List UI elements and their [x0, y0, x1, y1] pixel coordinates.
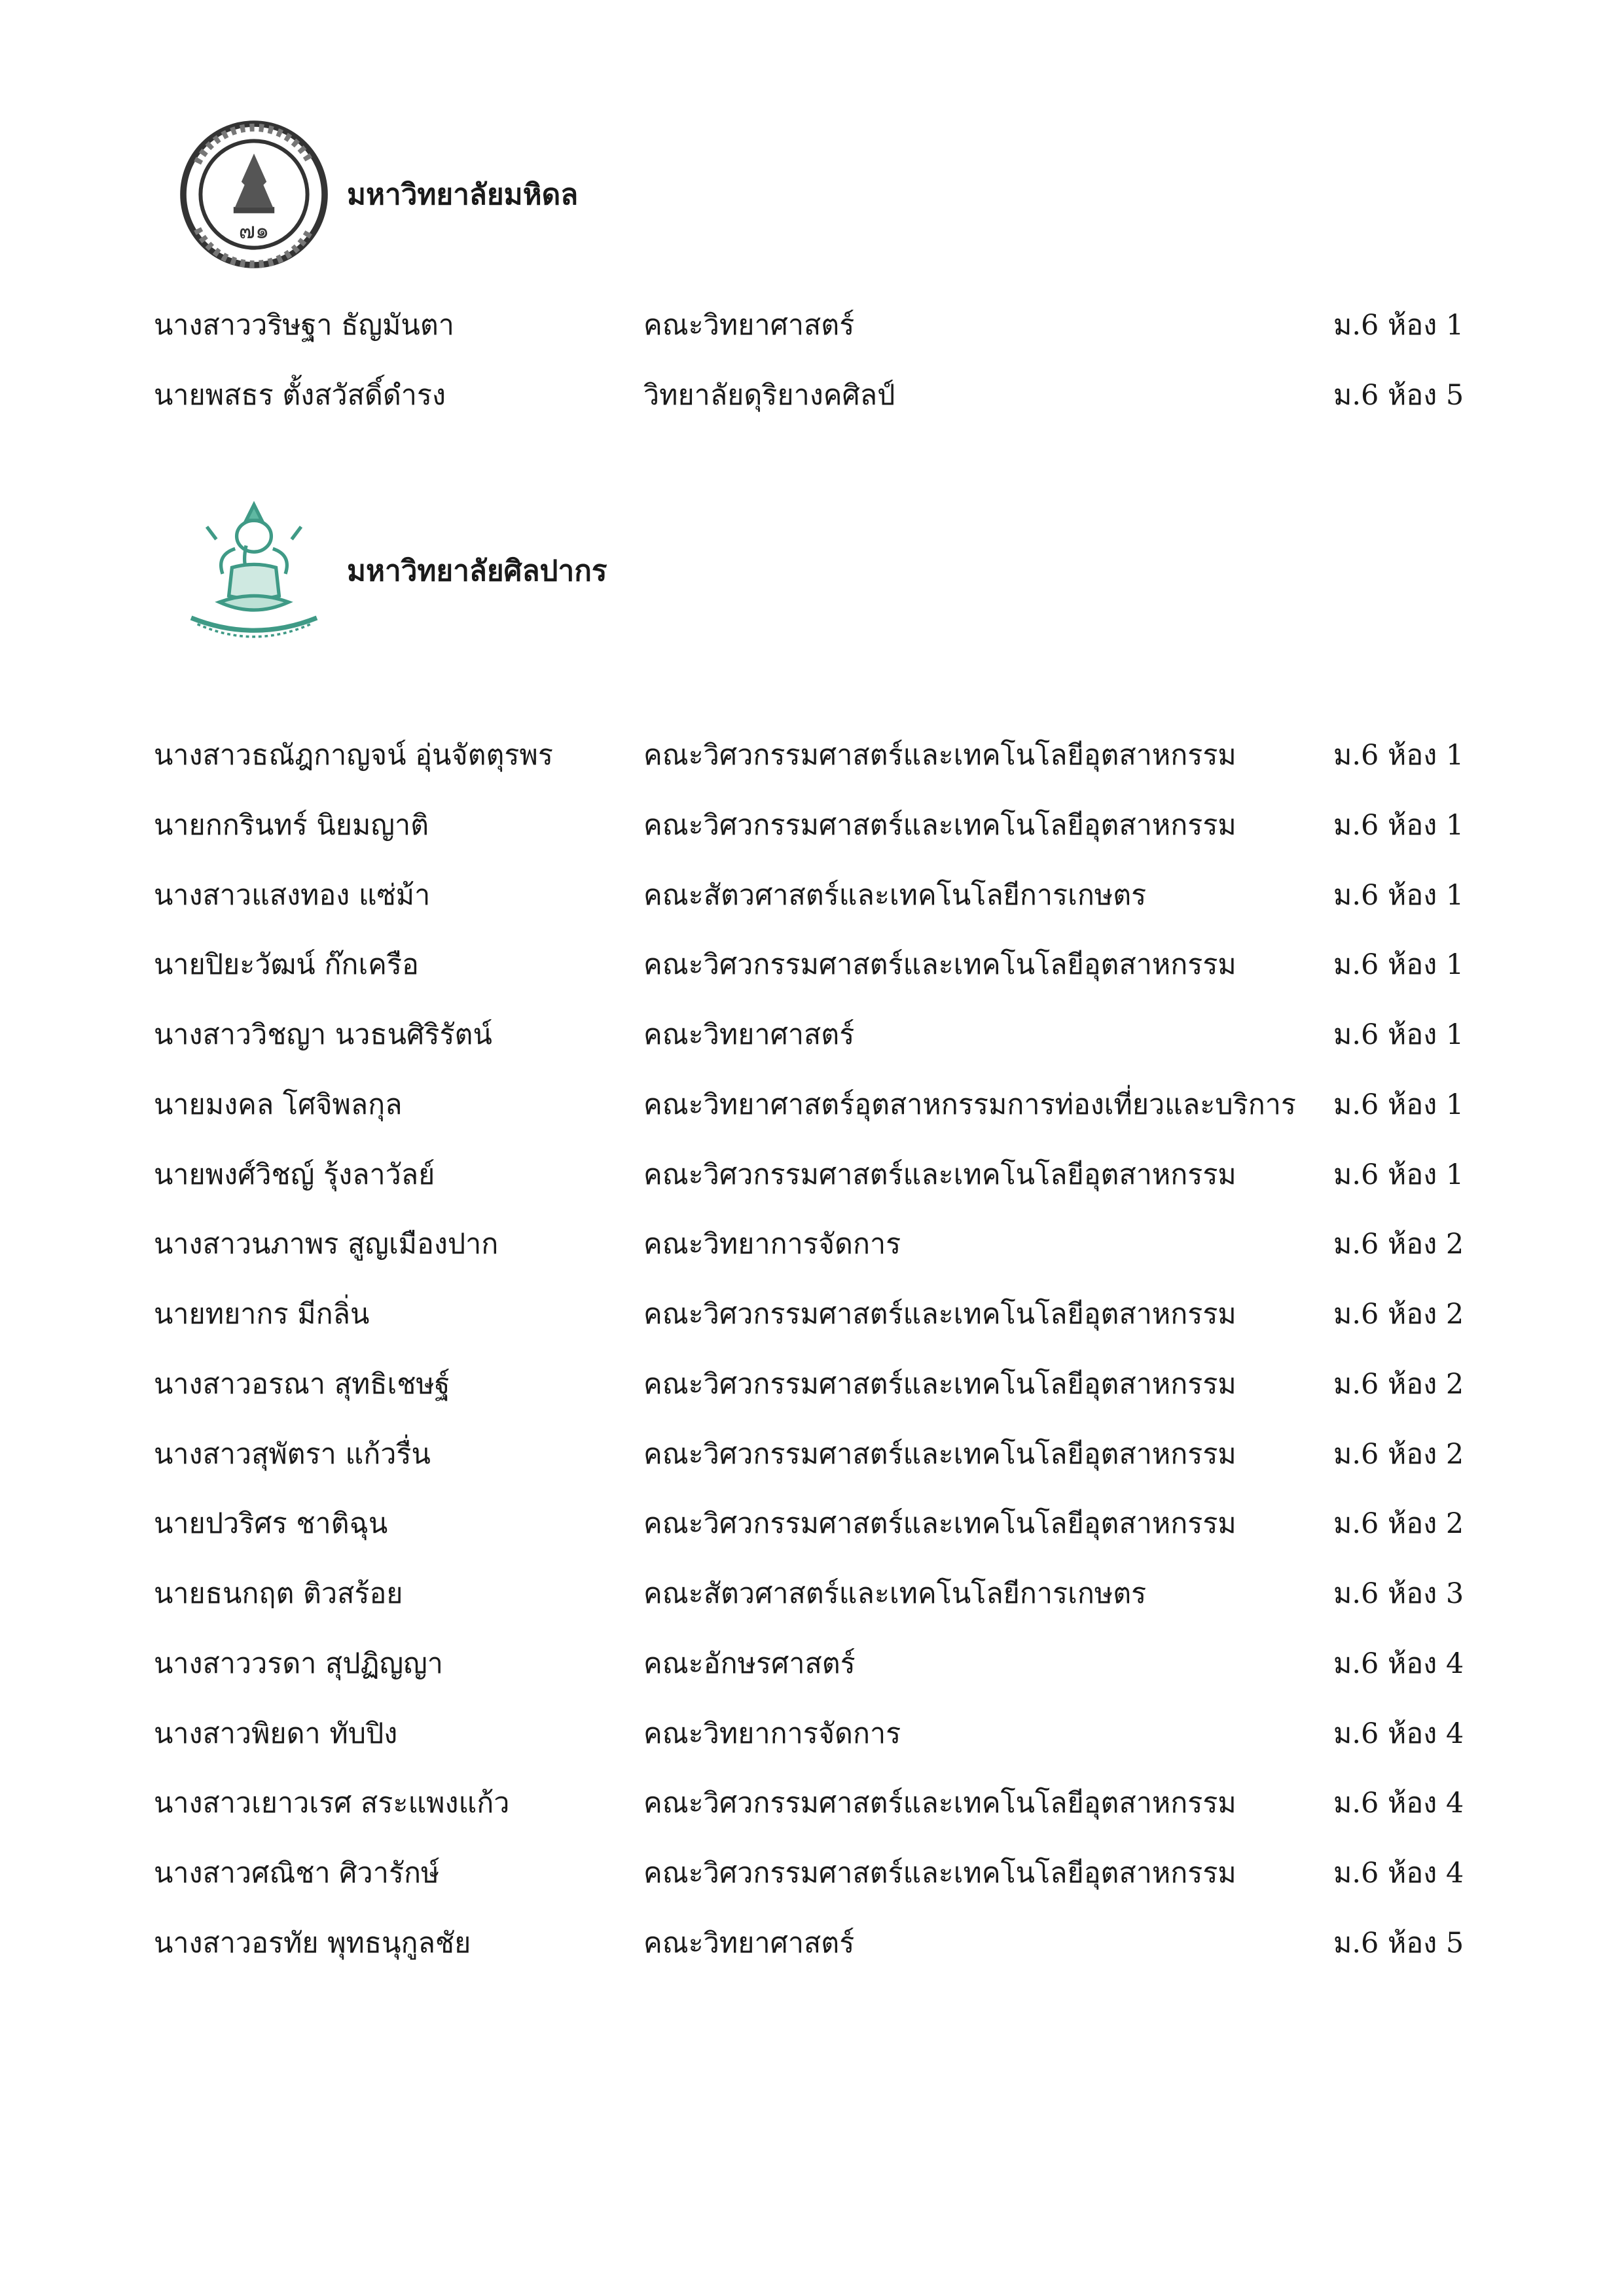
student-name: นางสาวนภาพร สูญเมืองปาก — [154, 1228, 499, 1261]
student-faculty: คณะวิทยาศาสตร์ — [643, 309, 855, 342]
university-header — [175, 492, 607, 649]
student-faculty: คณะวิทยาศาสตร์ — [643, 1927, 855, 1960]
student-class: ม.6 ห้อง 2 — [1333, 1368, 1464, 1401]
student-row — [0, 1428, 1624, 1480]
student-name: นายปวริศร ชาติฉุน — [154, 1507, 388, 1540]
student-class: ม.6 ห้อง 1 — [1333, 739, 1464, 772]
student-row — [0, 729, 1624, 781]
student-faculty: คณะวิทยาศาสตร์อุตสาหกรรมการท่องเที่ยวและบริการ — [643, 1088, 1296, 1121]
university-name: มหาวิทยาลัยมหิดล — [347, 178, 579, 211]
student-row — [0, 1638, 1624, 1690]
student-faculty: คณะวิศวกรรมศาสตร์และเทคโนโลยีอุตสาหกรรม — [643, 1368, 1236, 1401]
mahidol-seal-icon — [175, 116, 333, 273]
student-faculty: คณะวิศวกรรมศาสตร์และเทคโนโลยีอุตสาหกรรม — [643, 948, 1236, 981]
student-row — [0, 939, 1624, 991]
student-class: ม.6 ห้อง 1 — [1333, 1158, 1464, 1191]
student-row — [0, 1288, 1624, 1340]
student-row — [0, 1358, 1624, 1410]
student-class: ม.6 ห้อง 5 — [1333, 1927, 1464, 1960]
student-row — [0, 299, 1624, 351]
student-row — [0, 1777, 1624, 1829]
student-row — [0, 869, 1624, 922]
student-class: ม.6 ห้อง 2 — [1333, 1228, 1464, 1261]
student-faculty: คณะวิศวกรรมศาสตร์และเทคโนโลยีอุตสาหกรรม — [643, 739, 1236, 772]
student-faculty: คณะวิทยาการจัดการ — [643, 1717, 901, 1750]
student-name: นางสาวศณิชา ศิวารักษ์ — [154, 1857, 440, 1890]
student-name: นายธนกฤต ติวสร้อย — [154, 1577, 403, 1610]
student-row — [0, 1847, 1624, 1899]
student-row — [0, 1009, 1624, 1061]
student-faculty: คณะวิศวกรรมศาสตร์และเทคโนโลยีอุตสาหกรรม — [643, 809, 1236, 842]
student-row — [0, 1568, 1624, 1620]
student-row — [0, 1917, 1624, 1969]
student-name: นางสาววิชญา นวธนศิริรัตน์ — [154, 1018, 492, 1051]
student-name: นางสาววรดา สุปฏิญญา — [154, 1647, 443, 1680]
student-class: ม.6 ห้อง 2 — [1333, 1438, 1464, 1471]
student-name: นายปิยะวัฒน์ ก๊กเครือ — [154, 948, 419, 981]
student-faculty: คณะวิศวกรรมศาสตร์และเทคโนโลยีอุตสาหกรรม — [643, 1787, 1236, 1820]
student-faculty: คณะสัตวศาสตร์และเทคโนโลยีการเกษตร — [643, 1577, 1147, 1610]
student-name: นายมงคล โศจิพลกุล — [154, 1088, 403, 1121]
student-faculty: วิทยาลัยดุริยางคศิลป์ — [643, 379, 895, 412]
student-row — [0, 1218, 1624, 1270]
student-faculty: คณะวิศวกรรมศาสตร์และเทคโนโลยีอุตสาหกรรม — [643, 1507, 1236, 1540]
student-name: นางสาวอรณา สุทธิเชษฐ์ — [154, 1368, 450, 1401]
student-name: นางสาวพิยดา ทับปิง — [154, 1717, 398, 1750]
student-class: ม.6 ห้อง 1 — [1333, 309, 1464, 342]
student-faculty: คณะวิศวกรรมศาสตร์และเทคโนโลยีอุตสาหกรรม — [643, 1298, 1236, 1331]
student-row — [0, 1708, 1624, 1760]
student-class: ม.6 ห้อง 4 — [1333, 1857, 1464, 1890]
student-name: นางสาววริษฐา ธัญมันตา — [154, 309, 454, 342]
student-name: นางสาวอรทัย พุทธนุกูลชัย — [154, 1927, 471, 1960]
student-name: นางสาวธณัฎกาญจน์ อุ่นจัตตุรพร — [154, 739, 553, 772]
student-faculty: คณะอักษรศาสตร์ — [643, 1647, 856, 1680]
student-row — [0, 1079, 1624, 1131]
student-class: ม.6 ห้อง 4 — [1333, 1717, 1464, 1750]
student-faculty: คณะวิศวกรรมศาสตร์และเทคโนโลยีอุตสาหกรรม — [643, 1438, 1236, 1471]
student-class: ม.6 ห้อง 4 — [1333, 1647, 1464, 1680]
student-name: นายทยากร มีกลิ่น — [154, 1298, 370, 1331]
student-row — [0, 369, 1624, 422]
student-name: นายพสธร ตั้งสวัสดิ์ดำรง — [154, 379, 446, 412]
student-row — [0, 799, 1624, 852]
student-class: ม.6 ห้อง 1 — [1333, 1018, 1464, 1051]
student-class: ม.6 ห้อง 1 — [1333, 809, 1464, 842]
student-class: ม.6 ห้อง 1 — [1333, 1088, 1464, 1121]
student-row — [0, 1149, 1624, 1201]
student-class: ม.6 ห้อง 3 — [1333, 1577, 1464, 1610]
student-class: ม.6 ห้อง 1 — [1333, 948, 1464, 981]
student-faculty: คณะวิศวกรรมศาสตร์และเทคโนโลยีอุตสาหกรรม — [643, 1158, 1236, 1191]
student-class: ม.6 ห้อง 2 — [1333, 1507, 1464, 1540]
university-header — [175, 116, 578, 273]
student-faculty: คณะวิศวกรรมศาสตร์และเทคโนโลยีอุตสาหกรรม — [643, 1857, 1236, 1890]
student-name: นายพงศ์วิชญ์ รุ้งลาวัลย์ — [154, 1158, 435, 1191]
student-class: ม.6 ห้อง 5 — [1333, 379, 1464, 412]
student-name: นายกกรินทร์ นิยมญาติ — [154, 809, 429, 842]
student-faculty: คณะวิทยาการจัดการ — [643, 1228, 901, 1261]
student-name: นางสาวสุพัตรา แก้วรื่น — [154, 1438, 431, 1471]
student-class: ม.6 ห้อง 2 — [1333, 1298, 1464, 1331]
student-class: ม.6 ห้อง 1 — [1333, 879, 1464, 912]
student-name: นางสาวเยาวเรศ สระแพงแก้ว — [154, 1787, 510, 1820]
student-faculty: คณะวิทยาศาสตร์ — [643, 1018, 855, 1051]
student-row — [0, 1498, 1624, 1550]
student-class: ม.6 ห้อง 4 — [1333, 1787, 1464, 1820]
university-name: มหาวิทยาลัยศิลปากร — [347, 554, 607, 588]
silpakorn-ganesha-seal-icon — [175, 492, 333, 649]
student-name: นางสาวแสงทอง แซ่ม้า — [154, 879, 431, 912]
student-faculty: คณะสัตวศาสตร์และเทคโนโลยีการเกษตร — [643, 879, 1147, 912]
svg-text:๗๑: ๗๑ — [238, 218, 270, 244]
